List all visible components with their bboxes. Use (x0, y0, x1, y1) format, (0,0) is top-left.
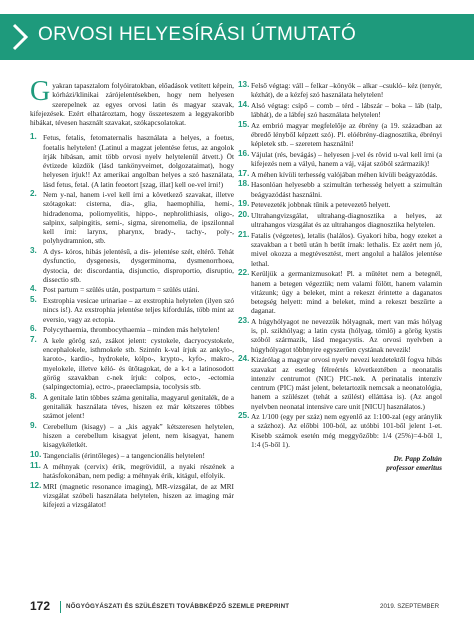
chevron-right-icon (10, 23, 30, 51)
list-item (238, 355, 442, 411)
issue-date: 2019. SZEPTEMBER (380, 603, 440, 610)
journal-name: NŐGYÓGYÁSZATI ÉS SZÜLÉSZETI TOVÁBBKÉPZŐ SZEMLE PREPRINT (66, 603, 290, 610)
footer-divider (60, 601, 61, 613)
list-item (30, 482, 234, 510)
list-item (238, 81, 442, 100)
item-text: Hasonlóan helyesebb a szimultán terhesség helyett a szimultán beágyazódást használni. (251, 180, 442, 199)
page-footer (0, 599, 474, 619)
item-number: 24. (238, 354, 250, 364)
item-text: Exstrophia vesicae urinariae – az exstrophia helytelen (ilyen szó nincs is!). Az exstrophia jelentése teljes kifordulás, több mint az eversio, vagy az ectopia. (43, 296, 234, 324)
list-item (238, 180, 442, 199)
item-text: MRI (magnetic resonance imaging), MR-vizsgálat, de az MRI vizsgálat szóbeli használata helytelen, hiszen az imaging már kifejezi a vizsgálatot! (43, 481, 234, 510)
item-text: Tangencialis (érintőleges) – a tangencionális helytelen! (43, 451, 206, 461)
list-item (30, 190, 234, 246)
item-number: 6. (30, 324, 37, 334)
list-item (238, 412, 442, 449)
list-item (30, 247, 234, 284)
item-number: 12. (30, 480, 42, 490)
item-text: Nem y-nal, hanem i-vel kell írni a következő szavakat, illetve szótagokat: cisterna, dia-, glia, haemophilia, hemi-, hidradenoma, poliomyelitis, hippo-, nephrolithiasis, oligo-, salpinx, salpingitis, semi-, sigma, sirenomelia, de ipszilonnal kell írni: larynx, pharynx, brady-, tachy-, poly-, polyhydramnion, stb. (43, 190, 234, 246)
left-item-list (30, 133, 234, 509)
item-number: 4. (30, 284, 37, 294)
signature (238, 454, 442, 473)
item-text: A kele görög szó, zsákot jelent: cystokele, dacryocystokele, encephalokele, isthmokele stb. Szintén k-val írjuk az ankylo-, karoto-, kardio-, hydrokele, kólpo-, krypto-, kyfo-, makro-, myelokele, illetve kéló- és ütőtagokat, de a k-t a latinosodott görög szavakban c-nek írjuk: colpos, ecto-, -ectomia (salpingectomia), ectro-, praeeclampsia, tocolysis stb. (43, 335, 234, 392)
item-text: Felső végtag: váll – felkar –könyök – alkar –csukló– kéz (tenyér, kézhát), de a kézfej szó használata helytelen! (251, 81, 442, 100)
drop-cap: G (30, 76, 51, 107)
item-text: A dys- kóros, hibás jelentésű, a dis- jelentése szét, eltérő. Tehát dysfunctio, dysgenesis, dysgerminoma, dysmenorrhoea, dystocia, de: discordantia, disjunctio, disproportio, disruptio, dissectio stb. (43, 247, 234, 284)
right-item-list (238, 81, 442, 449)
list-item (30, 133, 234, 189)
author-name: Dr. Papp Zoltán (393, 454, 442, 464)
item-text: Post partum = szülés után, postpartum = szülés utáni. (43, 285, 200, 295)
item-text: Vájulat (rés, bevágás) – helyesen j-vel és rövid u-val kell írni (a kifejezés nem a vályú, hanem a váj, vájat szóból származik)! (251, 149, 442, 169)
list-item (30, 336, 234, 392)
item-text: Fatalis (végzetes), letalis (halálos). Gyakori hiba, hogy ezeket a szavakban a t betű után h betűt írnak: lethalis. Ez azért nem jó, mivel okozza a megtévesztést, mert angolul a halálos jelentése lethal. (251, 230, 442, 268)
list-item (238, 101, 442, 120)
item-number: 13. (238, 80, 250, 89)
item-text: Petevezeték jobbnak tűnik a petevezető helyett. (251, 200, 391, 210)
item-number: 25. (238, 411, 250, 421)
list-item (30, 422, 234, 450)
item-number: 2. (30, 189, 37, 199)
list-item (238, 317, 442, 354)
list-item (238, 231, 442, 268)
item-text: A méhen kívüli terhesség valójában méhen kívüli beágyazódás. (251, 169, 438, 179)
item-number: 8. (30, 391, 37, 401)
intro-paragraph (30, 76, 234, 127)
item-number: 14. (238, 99, 250, 109)
list-item (238, 211, 442, 230)
list-item (238, 269, 442, 315)
item-text: Cerebellum (kisagy) – a „kis agyak” kétszeresen helytelen, hiszen a cerebellum kisagyat jelent, nem kisagyat, hanem kisagykéletkét. (43, 421, 234, 450)
item-number: 9. (30, 420, 37, 430)
list-item (30, 451, 234, 460)
item-text: Kerüljük a germanizmusokat! Pl. a műtétet nem a betegnél, hanem a betegen végeztük; nem valami fölött, hanem valamin vitázunk; úgy a beleket, mint a rekeszt érintette a daganatos betegség helyett: mind a beleket, mind a rekeszt beszűrte a daganat. (251, 269, 442, 316)
item-text: Az 1/100 (egy per száz) nem egyenlő az 1:100-zal (egy aránylik a százhoz). Az előbbi 100-ból, az utóbbi 101-ből jelent 1-et. Kisebb számok esetén még meggyőzőbb: 1/4 (25%)=4-ből 1, 1:4 (5-ből 1). (251, 412, 442, 449)
item-text: A genitale latin többes száma genitalia, magyarul genitalék, de a genitaliák használata téves, hiszen ez már kétszeres többes számot jelent! (43, 392, 234, 421)
author-title: professor emeritus (386, 463, 442, 473)
item-number: 5. (30, 295, 37, 305)
list-item (238, 200, 442, 209)
item-text: Kizárólag a magyar orvosi nyelv nevezi kezdetektől fogva hibás szavakat az esetleg félreértés következtében a neonatalis intenzív centrumot (NIC) PIC-nek. A perinatalis intenzív centrum (PIC) mást jelent, beletartozik nemcsak a neonatológia, hanem a szülészet (tehát a szülést) elláttása is). (Az angol nyelvben neonatal intensive care unit [NICU] használatos.) (251, 355, 442, 411)
item-number: 7. (30, 334, 37, 344)
list-item (30, 462, 234, 481)
item-number: 22. (238, 268, 250, 278)
item-text: Ultrahangvizsgálat, ultrahang-diagnosztika a helyes, az ultrahangos vizsgálat és az ultrahangos diagnosztika helytelen. (251, 210, 442, 230)
item-number: 19. (238, 199, 250, 209)
item-number: 10. (30, 450, 42, 460)
item-number: 20. (238, 209, 250, 219)
item-number: 11. (30, 460, 41, 470)
item-text: A méhnyak (cervix) érik, megrövidül, a nyaki részének a hatásfokonában, nem pedig: a méhnyak érik, kitágul, elfolyik. (43, 461, 234, 480)
item-text: Fetus, fetalis, fetomaternalis használata a helyes, a foetus, foetalis helytelen! (Latinul a magzat jelentése fetus, az angolok írják hibásan, amit több orvosi nyelv helytelenül átvett.) Öt évtizede küzdök (lásd tankönyveimet, dolgozataimat), hogy helyesen írjuk!! Az amerikai angolban helyes a szó használata, lásd fetus, fetal. (A latin feoetort [szag, illat] kell oe-vel írni!) (43, 133, 234, 189)
list-item (30, 296, 234, 324)
item-number: 21. (238, 229, 250, 239)
item-number: 1. (30, 132, 37, 142)
item-number: 15. (238, 119, 250, 129)
item-text: Az embrió magyar megfelelője az ébrény (a 19. században az ébredő lénybőI képzett szó). Pl. elóébrény-diagnosztika, ébrényi képletek stb. – szeretem használni! (251, 120, 442, 149)
list-item (30, 325, 234, 334)
list-item (30, 393, 234, 421)
list-item (30, 285, 234, 294)
item-number: 16. (238, 148, 250, 158)
page-number: 172 (30, 599, 51, 613)
item-number: 3. (30, 246, 37, 256)
intro-text: yakran tapasztalom folyóiratokban, előadások vetített képein, kórházi/klinikai zárójelentésekben, hogy nem helyesen szerepelnek az egyes orvosi latin és magyar szavak, kifejezések. Ezért elhatároztam, hogy összeteszem a leggyakoribb hibákat, tévesen használt szavakat, szókapcsolatokat. (30, 81, 234, 127)
item-number: 18. (238, 179, 250, 189)
list-item (238, 121, 442, 149)
right-column (238, 81, 442, 473)
item-number: 23. (238, 315, 250, 325)
item-number: 17. (238, 168, 250, 178)
item-text: Alsó végtag: csípő – comb – térd - lábszár – boka – láb (talp, lábhát), de a lábfej szó használata helytelen! (251, 100, 442, 120)
page-title: ORVOSI HELYESÍRÁSI ÚTMUTATÓ (38, 24, 357, 45)
item-text: Polycythaemia, thrombocythaemia – minden más helytelen! (43, 325, 220, 335)
left-column (30, 76, 234, 511)
list-item (238, 150, 442, 169)
item-text: A húgyhólyagot ne nevezzük hólyagnak, mert van más hólyag is, pl. szikhólyag; a latin cysta (hólyag, tömlő) a görög kystis szóból származik, lásd megacystis. Az orvosi nyelvben a húgyhólyagot többnyire egyszerűen cystának nevezik! (251, 316, 442, 354)
list-item (238, 170, 442, 179)
title-banner (0, 14, 474, 60)
